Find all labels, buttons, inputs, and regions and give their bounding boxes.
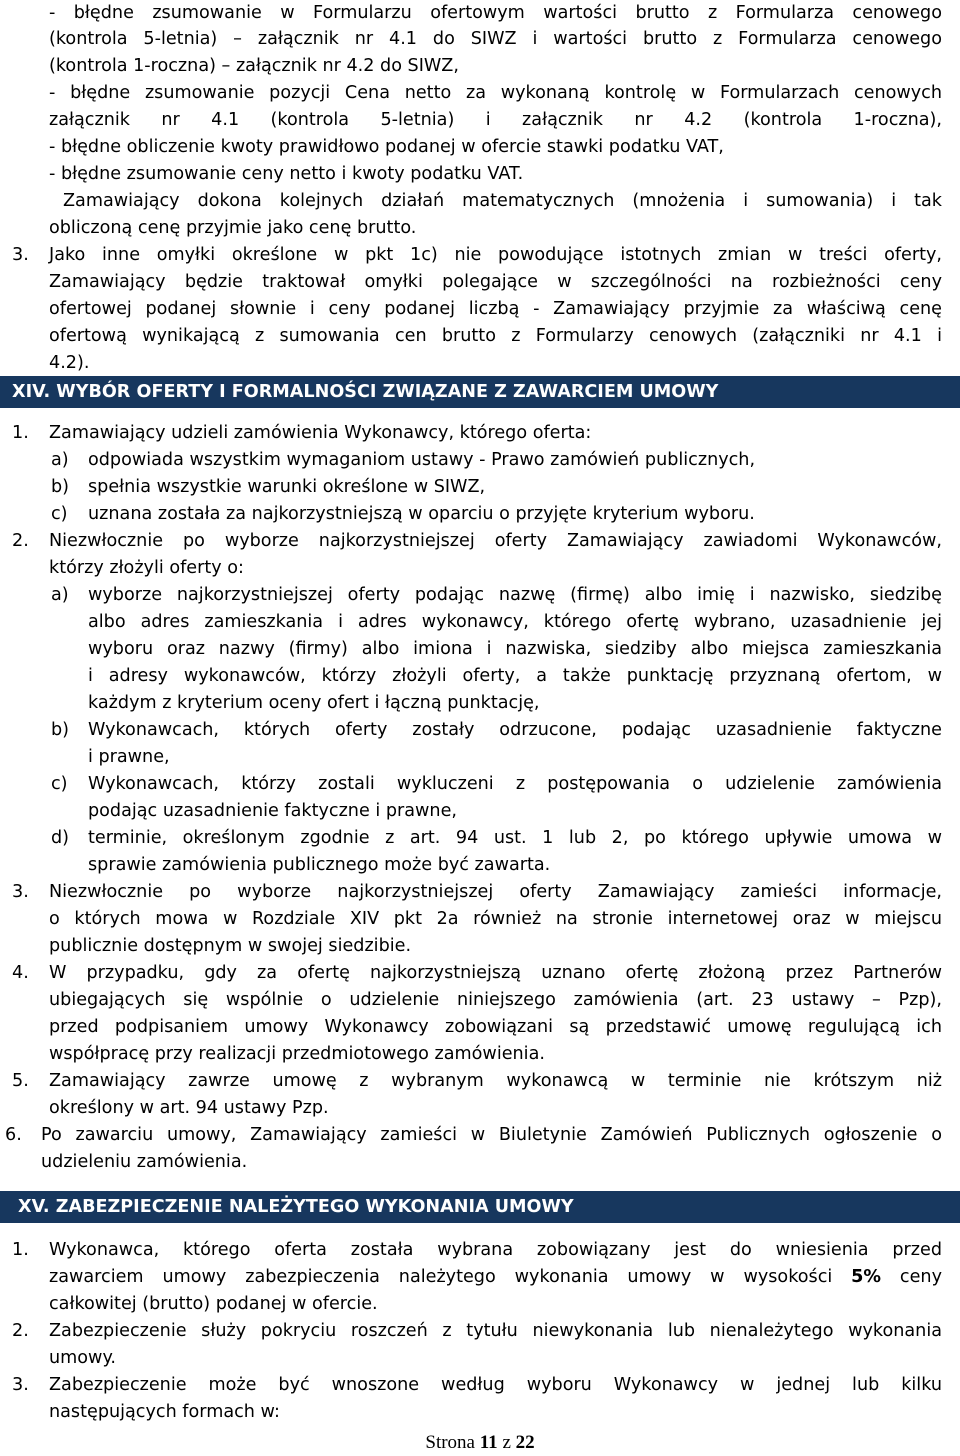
xiv-p2-b-line-1: Wykonawcach, których oferty zostały odrzucone, podając uzasadnienie faktyczne (88, 720, 942, 740)
xiv-p1-a-text: odpowiada wszystkim wymaganiom ustawy - Prawo zamówień publicznych, (88, 450, 756, 470)
xv-p2-line-2: umowy. (49, 1348, 116, 1368)
top-line-3: (kontrola 1-roczna) – załącznik nr 4.2 do SIWZ, (49, 56, 459, 76)
section-xiv-title: WYBÓR OFERTY I FORMALNOŚCI ZWIĄZANE Z ZAWARCIEM UMOWY (56, 382, 719, 402)
top-line-1: - błędne zsumowanie w Formularzu ofertowym wartości brutto z Formularza cenowego (49, 3, 942, 23)
top-point-3-line-2: Zamawiający będzie traktował omyłki polegające w szczególności na rozbieżności ceny (49, 272, 942, 292)
xiv-p1-a-marker: a) (51, 450, 69, 470)
xiv-p5-line-2: określony w art. 94 ustawy Pzp. (49, 1098, 329, 1118)
section-xiv-heading-text (12, 376, 718, 408)
xiv-p2-a-line-2: albo adres zamieszkania i adres wykonawcy, którego ofertę wybrano, uzasadnienie jej (88, 612, 942, 632)
page-footer (0, 1432, 960, 1454)
xv-p1-line-2 (49, 1264, 942, 1291)
xiv-p1-marker: 1. (12, 423, 29, 443)
footer-prefix: Strona (425, 1432, 475, 1453)
xiv-p2-line-2: którzy złożyli oferty o: (49, 558, 244, 578)
xiv-p1-c-marker: c) (51, 504, 68, 524)
top-line-4: - błędne zsumowanie pozycji Cena netto za wykonaną kontrolę w Formularzach cenowych (49, 83, 942, 103)
xiv-p3-marker: 3. (12, 882, 29, 902)
xiv-p2-c-marker: c) (51, 774, 68, 794)
xv-p1-line-2-end: ceny (881, 1267, 942, 1287)
xiv-p4-line-3: przed podpisaniem umowy Wykonawcy zobowiązani są przedstawić umowę regulującą ich (49, 1017, 942, 1037)
xiv-p2-b-marker: b) (51, 720, 70, 740)
top-point-3-marker: 3. (12, 245, 29, 265)
footer-page-number: 11 (479, 1432, 498, 1453)
xiv-p2-d-line-2: sprawie zamówienia publicznego może być zawarta. (88, 855, 551, 875)
xiv-p2-a-line-5: każdym z kryterium oceny ofert i łączną punktację, (88, 693, 540, 713)
xiv-p4-line-1: W przypadku, gdy za ofertę najkorzystniejszą uznano ofertę złożoną przez Partnerów (49, 963, 942, 983)
top-line-5: załącznik nr 4.1 (kontrola 5-letnia) i załącznik nr 4.2 (kontrola 1-roczna), (49, 110, 942, 130)
xv-p3-marker: 3. (12, 1375, 29, 1395)
xiv-p1-b-text: spełnia wszystkie warunki określone w SIWZ, (88, 477, 486, 497)
xiv-p2-a-line-4: i adresy wykonawców, którzy złożyli oferty, a także punktację przyznaną ofertom, w (88, 666, 942, 686)
xiv-p2-d-marker: d) (51, 828, 70, 848)
xiv-p2-d-line-1: terminie, określonym zgodnie z art. 94 ust. 1 lub 2, po którego upływie umowa w (88, 828, 942, 848)
xiv-p2-a-line-3: wyboru oraz nazwy (firmy) albo imiona i nazwiska, siedziby albo miejsca zamieszkania (88, 639, 942, 659)
xiv-p4-marker: 4. (12, 963, 29, 983)
xiv-p2-a-marker: a) (51, 585, 69, 605)
xv-p1-line-2-start: zawarciem umowy zabezpieczenia należytego wykonania umowy w wysokości (49, 1267, 852, 1287)
xiv-p2-marker: 2. (12, 531, 29, 551)
xv-p1-line-1: Wykonawca, którego oferta została wybrana zobowiązany jest do wniesienia przed (49, 1240, 942, 1260)
section-xv-heading (0, 1191, 960, 1223)
xiv-p4-line-4: współpracę przy realizacji przedmiotowego zamówienia. (49, 1044, 545, 1064)
xiv-p3-line-2: o których mowa w Rozdziale XIV pkt 2a również na stronie internetowej oraz w miejscu (49, 909, 942, 929)
xiv-p2-c-line-2: podając uzasadnienie faktyczne i prawne, (88, 801, 457, 821)
xiv-p1-b-marker: b) (51, 477, 70, 497)
top-line-9: obliczoną cenę przyjmie jako cenę brutto. (49, 218, 417, 238)
xiv-p2-b-line-2: i prawne, (88, 747, 170, 767)
xiv-p2-a-line-1: wyborze najkorzystniejszej oferty podając nazwę (firmę) albo imię i nazwisko, siedzibę (88, 585, 942, 605)
top-point-3-line-3: ofertowej podanej słownie i ceny podanej liczbą - Zamawiający przyjmie za właściwą cenę (49, 299, 942, 319)
xv-p2-marker: 2. (12, 1321, 29, 1341)
top-point-3-line-5: 4.2). (49, 353, 90, 373)
top-point-3-line-4: ofertową wynikającą z sumowania cen brutto z Formularzy cenowych (załączniki nr 4.1 i (49, 326, 942, 346)
xiv-p6-marker: 6. (5, 1125, 22, 1145)
section-xiv-number: XIV. (12, 382, 51, 402)
footer-of: z (502, 1432, 511, 1453)
top-line-7: - błędne zsumowanie ceny netto i kwoty podatku VAT. (49, 164, 524, 184)
xv-p2-line-1: Zabezpieczenie służy pokryciu roszczeń z tytułu niewykonania lub nienależytego wykonania (49, 1321, 942, 1341)
xiv-p4-line-2: ubiegających się wspólnie o udzielenie niniejszego zamówienia (art. 23 ustawy – Pzp), (49, 990, 942, 1010)
xiv-p5-marker: 5. (12, 1071, 29, 1091)
xiv-p2-line-1: Niezwłocznie po wyborze najkorzystniejszej oferty Zamawiający zawiadomi Wykonawców, (49, 531, 942, 551)
xv-p1-line-3: całkowitej (brutto) podanej w ofercie. (49, 1294, 378, 1314)
xiv-p2-c-line-1: Wykonawcach, którzy zostali wykluczeni z postępowania o udzielenie zamówienia (88, 774, 942, 794)
top-line-6: - błędne obliczenie kwoty prawidłowo podanej w ofercie stawki podatku VAT, (49, 137, 724, 157)
section-xiv-heading (0, 376, 960, 408)
xiv-p3-line-1: Niezwłocznie po wyborze najkorzystniejszej oferty Zamawiający zamieści informacje, (49, 882, 942, 902)
xv-p3-line-1: Zabezpieczenie może być wnoszone według wyboru Wykonawcy w jednej lub kilku (49, 1375, 942, 1395)
xv-p3-line-2: następujących formach w: (49, 1402, 280, 1422)
section-xv-title: XV. ZABEZPIECZENIE NALEŻYTEGO WYKONANIA UMOWY (18, 1197, 574, 1217)
top-line-2: (kontrola 5-letnia) – załącznik nr 4.1 do SIWZ i wartości brutto z Formularza cenowego (49, 29, 942, 49)
xv-p1-marker: 1. (12, 1240, 29, 1260)
xiv-p6-line-2: udzieleniu zamówienia. (41, 1152, 248, 1172)
xiv-p5-line-1: Zamawiający zawrze umowę z wybranym wykonawcą w terminie nie krótszym niż (49, 1071, 942, 1091)
xv-p1-percent: 5% (851, 1267, 882, 1287)
xiv-p6-line-1: Po zawarciu umowy, Zamawiający zamieści w Biuletynie Zamówień Publicznych ogłoszenie o (41, 1125, 942, 1145)
xiv-p1-text: Zamawiający udzieli zamówienia Wykonawcy, którego oferta: (49, 423, 592, 443)
footer-total-pages: 22 (515, 1432, 535, 1453)
xiv-p3-line-3: publicznie dostępnym w swojej siedzibie. (49, 936, 412, 956)
top-point-3-line-1: Jako inne omyłki określone w pkt 1c) nie powodujące istotnych zmian w treści oferty, (49, 245, 942, 265)
xiv-p1-c-text: uznana została za najkorzystniejszą w oparciu o przyjęte kryterium wyboru. (88, 504, 755, 524)
top-line-8: Zamawiający dokona kolejnych działań matematycznych (mnożenia i sumowania) i tak (63, 191, 942, 211)
